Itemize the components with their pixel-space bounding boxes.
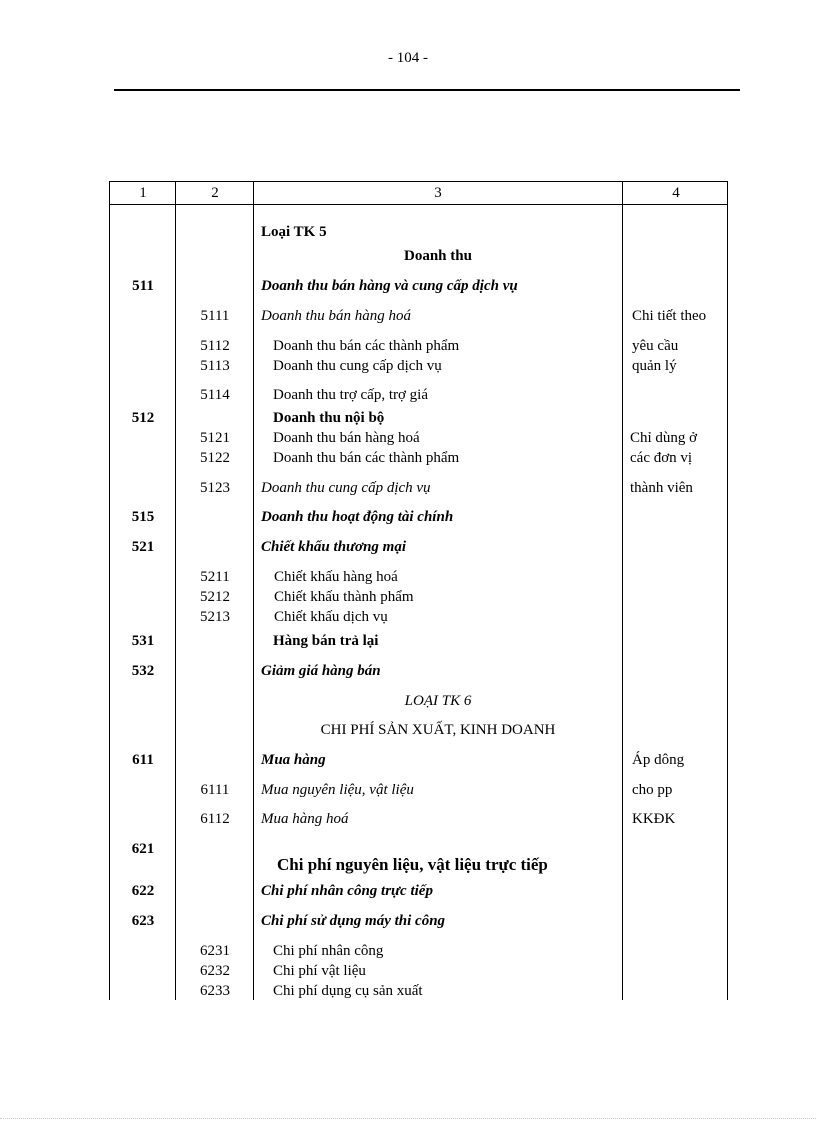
note-text: cho pp [632, 782, 673, 798]
subaccount-name: Doanh thu bán hàng hoá [261, 308, 411, 324]
account-code: 531 [131, 633, 155, 649]
page-bottom-border [0, 1118, 816, 1119]
column-header-2: 2 [211, 185, 219, 201]
subaccount-name: Mua hàng hoá [261, 811, 349, 827]
account-code: 532 [131, 663, 155, 679]
account-name: Chi phí sử dụng máy thi công [261, 913, 446, 929]
column-header-3: 3 [434, 185, 442, 201]
column-header-4: 4 [672, 185, 680, 201]
subaccount-code: 5121 [200, 430, 230, 446]
column-header-1: 1 [139, 185, 147, 201]
note-text: các đơn vị [630, 450, 693, 466]
subaccount-name: Doanh thu bán các thành phẩm [273, 450, 460, 466]
account-code: 621 [131, 841, 155, 857]
note-text: Chi tiết theo [632, 308, 707, 324]
account-table [109, 181, 728, 1000]
subaccount-name: Doanh thu bán các thành phẩm [273, 338, 460, 354]
note-text: Áp dông [632, 752, 685, 768]
subaccount-name: Doanh thu trợ cấp, trợ giá [273, 387, 428, 403]
account-code: 521 [131, 539, 155, 555]
account-name: Doanh thu bán hàng và cung cấp dịch vụ [261, 278, 518, 294]
account-name: Giảm giá hàng bán [261, 663, 381, 679]
account-name: Hàng bán trả lại [273, 633, 379, 649]
subaccount-code: 5122 [200, 450, 230, 466]
subaccount-code: 5114 [200, 387, 230, 403]
account-code: 611 [132, 752, 154, 768]
page-number: - 104 - [388, 50, 428, 66]
subaccount-name: Chiết khấu dịch vụ [274, 609, 388, 625]
account-name: Chi phí nhân công trực tiếp [261, 883, 433, 899]
account-code: 623 [131, 913, 155, 929]
account-code: 622 [131, 883, 155, 899]
subaccount-name: Chiết khấu hàng hoá [274, 569, 398, 585]
note-text: thành viên [630, 480, 693, 496]
account-name: Mua hàng [261, 752, 326, 768]
subaccount-code: 6232 [200, 963, 230, 979]
column-divider [622, 182, 623, 1000]
note-text: quản lý [632, 358, 677, 374]
account-code: 512 [131, 410, 155, 426]
account-code: 515 [131, 509, 155, 525]
header-rule [114, 89, 740, 91]
section-title: LOẠI TK 6 [404, 693, 472, 709]
section-subtitle: CHI PHÍ SẢN XUẤT, KINH DOANH [320, 722, 556, 738]
subaccount-code: 5123 [200, 480, 230, 496]
subaccount-name: Chiết khấu thành phẩm [274, 589, 414, 605]
subaccount-code: 5213 [200, 609, 230, 625]
account-name: Doanh thu hoạt động tài chính [261, 509, 454, 525]
subaccount-code: 5111 [200, 308, 230, 324]
subaccount-name: Chi phí vật liệu [273, 963, 366, 979]
subaccount-code: 5113 [200, 358, 230, 374]
subaccount-name: Chi phí dụng cụ sản xuất [273, 983, 423, 999]
section-subtitle: Doanh thu [404, 248, 472, 264]
subaccount-code: 6111 [200, 782, 230, 798]
note-text: KKĐK [632, 811, 676, 827]
subaccount-name: Mua nguyên liệu, vật liệu [261, 782, 414, 798]
subaccount-code: 6112 [200, 811, 230, 827]
note-text: yêu cầu [632, 338, 679, 354]
subaccount-name: Doanh thu cung cấp dịch vụ [261, 480, 431, 496]
account-name: Chi phí nguyên liệu, vật liệu trực tiếp [277, 855, 548, 874]
subaccount-name: Doanh thu cung cấp dịch vụ [273, 358, 442, 374]
subaccount-code: 6231 [200, 943, 230, 959]
header-row-divider [110, 204, 727, 205]
subaccount-name: Chi phí nhân công [273, 943, 384, 959]
subaccount-code: 5112 [200, 338, 230, 354]
account-code: 511 [132, 278, 154, 294]
subaccount-name: Doanh thu bán hàng hoá [273, 430, 420, 446]
account-name: Doanh thu nội bộ [273, 410, 385, 426]
note-text: Chỉ dùng ở [630, 430, 698, 446]
subaccount-code: 5212 [200, 589, 230, 605]
subaccount-code: 6233 [200, 983, 230, 999]
account-name: Chiết khấu thương mại [261, 539, 406, 555]
subaccount-code: 5211 [200, 569, 230, 585]
section-title: Loại TK 5 [261, 224, 327, 240]
